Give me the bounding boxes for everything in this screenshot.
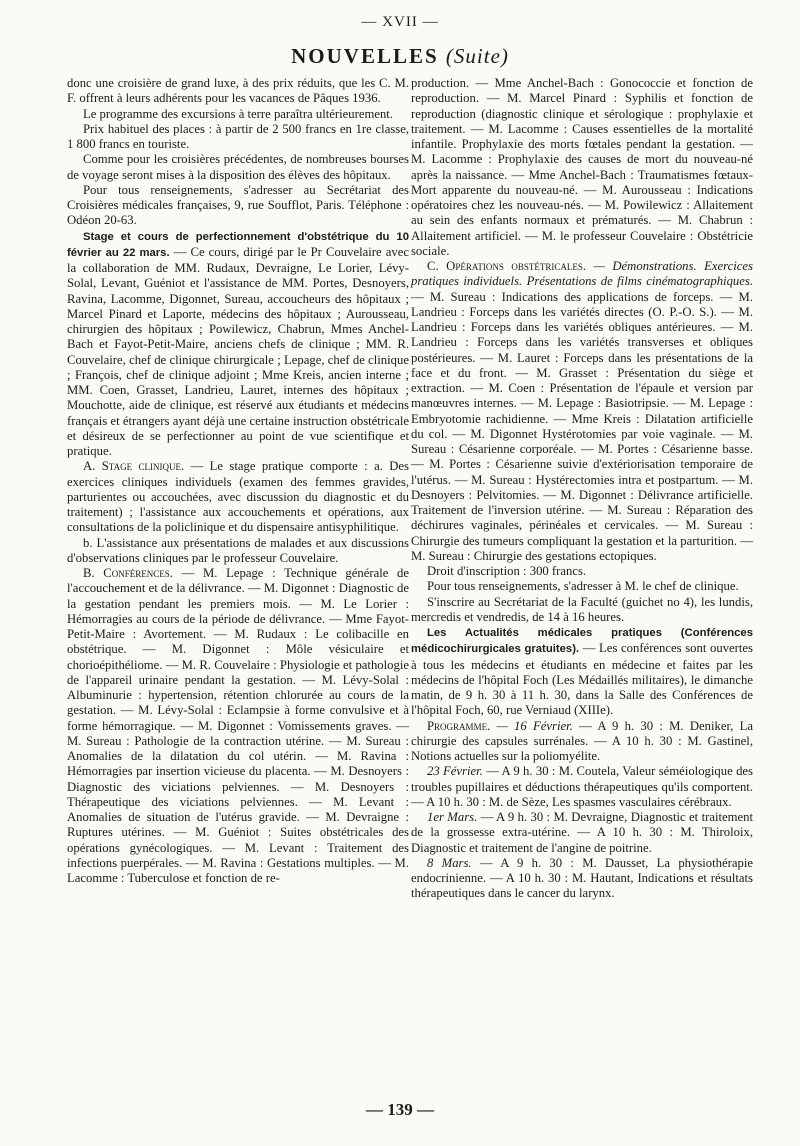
- program-date: 8 Mars.: [427, 855, 472, 870]
- left-column: [67, 76, 409, 886]
- program-date: 1er Mars.: [427, 810, 478, 824]
- section-head: A. Stage clinique.: [83, 459, 185, 474]
- paragraph: donc une croisière de grand luxe, à des prix réduits, que les C. M. F. offrent à leurs adhérents pour les vacances de Pâques 1936.: [67, 76, 409, 106]
- title-suffix: (Suite): [445, 44, 509, 68]
- section-body: — Le stage pratique comporte : a. Des exercices cliniques individuels (examen des femmes gravides, parturientes ou accouchées, avec discussion du diagnostic et du traitement) ; l'assistance aux accouchements et opérations, aux consultations de la policlinique et du dispensaire antisyphilitique.: [67, 459, 409, 535]
- section-head: B. Conférences.: [83, 566, 173, 580]
- section-head: C. Opérations obstétricales.: [427, 259, 587, 273]
- section-italic: — Démonstrations. Exercices pratiques individuels. Présentations de films cinématographiques.: [411, 259, 753, 289]
- actualites-lead: Les Actualités médicales pratiques (Conférences médicochirurgicales gratuites).: [411, 627, 753, 656]
- paragraph: b. L'assistance aux présentations de malades et aux discussions d'observations cliniques par le professeur Couvelaire.: [67, 535, 409, 565]
- paragraph: Le programme des excursions à terre paraîtra ultérieurement.: [83, 106, 393, 121]
- program-date: — 16 Février.: [496, 718, 573, 733]
- program-paragraph: [411, 856, 753, 902]
- section-body: — M. Sureau : Indications des applications de forceps. — M. Landrieu : Forceps dans les variétés directes (O. P.-O. S.). — M. Landrieu : Forceps dans les variétés obliques antérieures. — M. Landrieu : Forceps dans les variétés transverses et obliques postérieures. — M. Lauret : Forceps dans les présentations de la face et du front. — M. Grasset : Présentation du siège et extraction. — M. Coen : Présentation de l'épaule et version par manœuvres internes. — M. Lepage : Basiotripsie. — M. Lepage : Embryotomie rachidienne. — Mme Kreis : Dilatation artificielle du col. — M. Digonnet Hystérotomies par voie vaginale. — M. Sureau : Césarienne corporéale. — M. Portes : Césarienne basse. — M. Portes : Césarienne suivie d'extériorisation temporaire de l'utérus. — M. Sureau : Hystérectomies intra et postpartum. — M. Desnoyers : Pelvitomies. — M. Digonnet : Délivrance artificielle. Traitement de l'inversion utérine. — M. Sureau : Réparation des déchirures vaginales, périnéales et cervicales. — M. Sureau : Chirurgie des tumeurs compliquant la gestation et la parturition. — M. Sureau : Chirurgie des gestations ectopiques.: [411, 289, 753, 563]
- program-paragraph: [411, 810, 753, 856]
- program-date: 23 Février.: [427, 764, 483, 779]
- paragraph: Comme pour les croisières précédentes, de nombreuses bourses de voyage seront mises à la disposition des élèves des hôpitaux.: [67, 152, 409, 182]
- section-body: — M. Lepage : Technique générale de l'accouchement et de la délivrance. — M. Digonnet : Diagnostic de la gestation pendant les premiers mois. — M. Le Lorier : Hémorragies au cours de la période de délivrance. — Mme Fayot-Petit-Maire : Avortement. — M. Rudaux : Le colibacille en obstétrique. — M. Digonnet : Môle vésiculaire et chorioépithéliome. — M. R. Couvelaire : Physiologie et pathologie de l'appareil urinaire pendant la gestation. — M. Lévy-Solal : Albuminurie : hypertension, rétention chlorurée au cours de la gestation. — M. Lévy-Solal : Eclampsie à forme convulsive et à forme hémorragique. — M. Digonnet : Vomissements graves. — M. Sureau : Pathologie de la contraction utérine. — M. Sureau : Anomalies de la dilatation du col utérin. — M. Ravina : Hémorragies par insertion vicieuse du placenta. — M. Desnoyers : Diagnostic des viciations pelviennes. — M. Desnoyers : Thérapeutique des viciations pelviennes. — M. Levant : Anomalies de situation de l'utérus gravide. — M. Devraigne : Ruptures utérines. — M. Guéniot : Suites obstétricales des opérations gynécologiques. — M. Levant : Traitement des infections puerpérales. — M. Ravina : Gestations multiples. — M. Lacomme : Tuberculose et fonction de re-: [67, 566, 409, 885]
- operations-paragraph: [411, 259, 753, 564]
- program-body: — A 9 h. 30 : M. Coutela, Valeur séméiologique des troubles pupillaires et déductions thérapeutiques qu'ils comportent. — A 10 h. 30 : M. de Sèze, Les spasmes vasculaires cérébraux.: [411, 764, 753, 809]
- program-body: — A 9 h. 30 : M. Deniker, La chirurgie des capsules surrénales. — A 10 h. 30 : M. Gastinel, Notions actuelles sur la poliomyélite.: [411, 718, 754, 763]
- paragraph: Droit d'inscription : 300 francs.: [427, 564, 587, 578]
- paragraph: production. — Mme Anchel-Bach : Gonococcie et fonction de reproduction. — M. Marcel Pinard : Syphilis et fonction de reproduction (diagnostic clinique et sérologique : prophylaxie et traitement. — M. Lacomme : Causes essentielles de la mortalité infantile. Prophylaxie des morts fœtales pendant la gestation. — M. Lacomme : Prophylaxie des causes de mort du nouveau-né après la naissance. — Mme Anchel-Bach : Traumatismes fœtaux-Mort apparente du nouveau-né. — M. Aurousseau : Indications opératoires chez les nouveau-nés. — M. Powilewicz : Allaitement au sein des enfants normaux et prématurés. — M. Chabrun : Allaitement artificiel. — M. le professeur Couvelaire : Obstétricie sociale.: [411, 76, 753, 258]
- title-text: NOUVELLES: [291, 44, 439, 68]
- running-header: — XVII —: [361, 14, 439, 30]
- program-head: Programme.: [427, 718, 491, 733]
- paragraph: Pour tous renseignements, s'adresser à M. le chef de clinique.: [427, 579, 739, 594]
- program-body: — A 9 h. 30 : M. Devraigne, Diagnostic et traitement de la grossesse extra-utérine. — A 10 h. 30 : M. Thiroloix, Diagnostic et traitement de l'angine de poitrine.: [411, 810, 754, 855]
- stage-lead: Stage et cours de perfectionnement d'obstétrique du 10 février au 22 mars.: [67, 230, 409, 259]
- stage-body: — Ce cours, dirigé par le Pr Couvelaire avec la collaboration de MM. Rudaux, Devraigne, Le Lorier, Lévy-Solal, Levant, Guéniot et l'assistance de MM. Portes, Desnoyers, Ravina, Lacomme, Digonnet, Sureau, accoucheurs des hôpitaux ; Marcel Pinard et Laporte, médecins des hôpitaux ; Aurousseau, chirurgien des hôpitaux ; Powilewicz, Chabrun, Mmes Anchel-Bach et Fayot-Petit-Maire, anciens chefs de clinique ; MM. R. Couvelaire, chef de clinique chirurgicale ; Lepage, chef de clinique ; François, chef de clinique adjoint ; Mme Kreis, ancien interne ; MM. Coen, Grasset, Landrieu, Lauret, internes des hôpitaux ; Mouchotte, aide de clinique, est réservé aux étudiants et médecins français et étrangers ayant déjà une certaine instruction obstétricale et désireux de se perfectionner au point de vue scientifique et pratique.: [67, 244, 409, 458]
- stage-clinique-paragraph: [67, 459, 409, 535]
- program-paragraph: [411, 719, 753, 765]
- conferences-paragraph: [67, 566, 409, 886]
- program-body: — A 9 h. 30 : M. Dausset, La physiothérapie endocrinienne. — A 10 h. 30 : M. Hautant, Indications et résultats thérapeutiques dans le cancer du larynx.: [411, 855, 754, 901]
- right-column: [411, 76, 753, 902]
- page-title: [0, 44, 800, 69]
- paragraph: Prix habituel des places : à partir de 2 500 francs en 1re classe, 1 800 francs en touriste.: [67, 121, 409, 151]
- actualites-paragraph: [411, 625, 753, 719]
- stage-paragraph: [67, 229, 409, 460]
- paragraph: S'inscrire au Secrétariat de la Faculté (guichet no 4), les lundis, mercredis et vendredis, de 14 à 16 heures.: [411, 594, 753, 624]
- program-paragraph: [411, 764, 753, 810]
- actualites-body: — Les conférences sont ouvertes à tous les médecins et étudiants en médecine et faites par les médecins de l'hôpital Foch (Les Médaillés militaires), le dimanche matin, de 9 h. 30 à 11 h. 30, dans la Salle des Conférences de l'hôpital Foch, 60, rue Verniaud (XIIIe).: [411, 641, 753, 718]
- paragraph: Pour tous renseignements, s'adresser au Secrétariat des Croisières médicales françaises, 9, rue Soufflot, Paris. Téléphone : Odéon 20-63.: [67, 182, 409, 228]
- page-number: — 139 —: [366, 1100, 434, 1119]
